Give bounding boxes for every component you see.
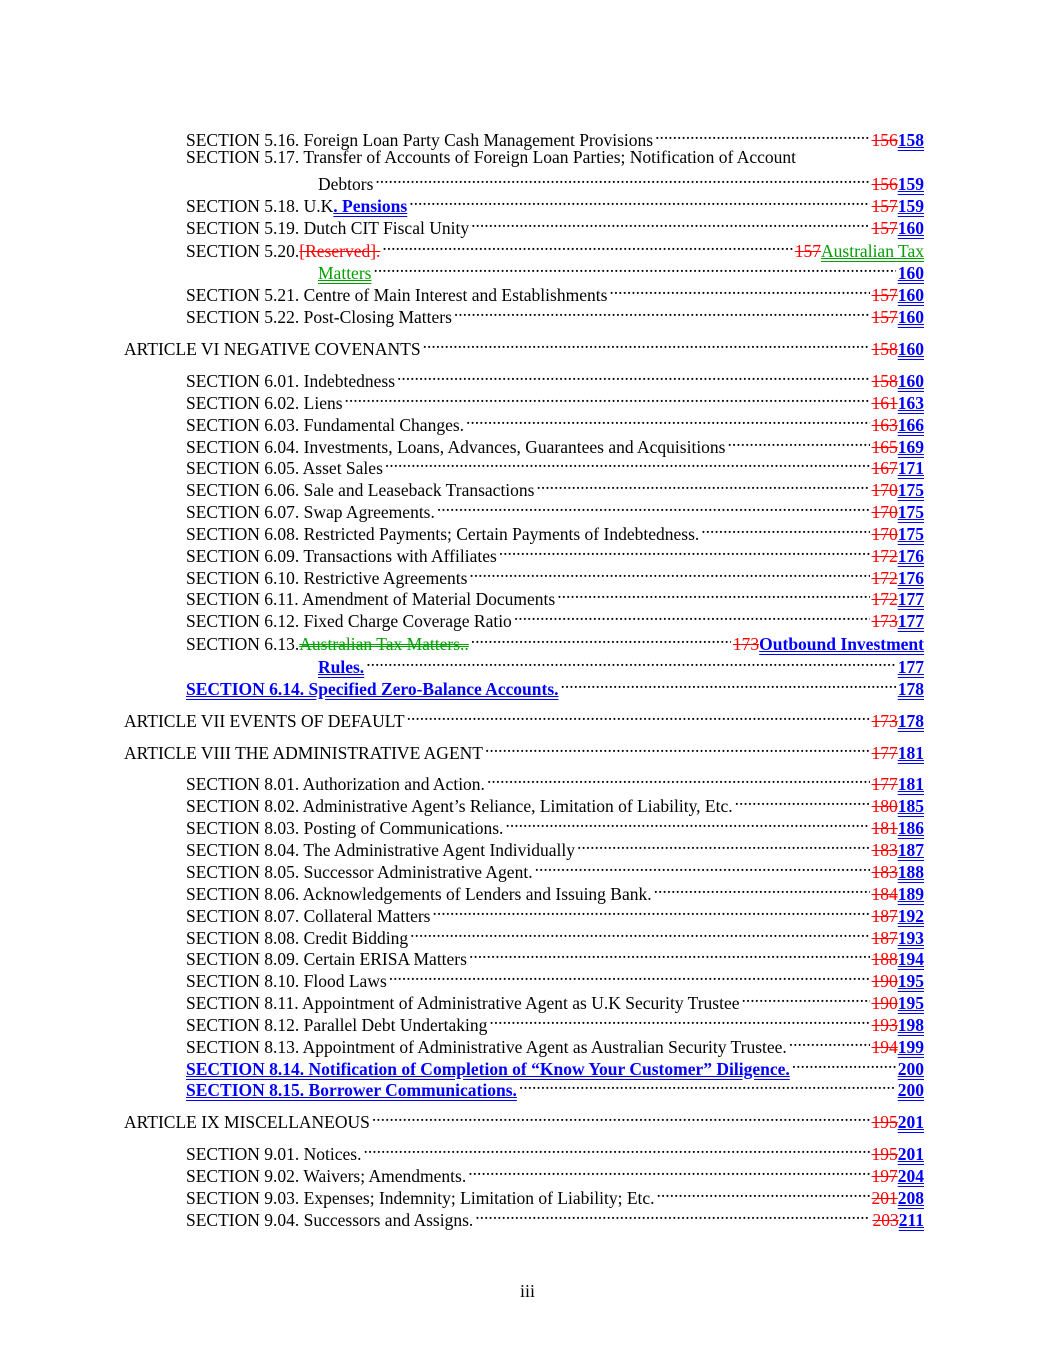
toc-label: SECTION 6.12. Fixed Charge Coverage Ratio: [186, 611, 512, 631]
dot-leader: [489, 1009, 869, 1031]
old-page-number: 184: [871, 884, 898, 904]
dot-leader: [557, 583, 869, 605]
new-page-number: 169: [897, 437, 924, 457]
old-page-number: 193: [871, 1015, 898, 1035]
dot-leader: [657, 1182, 870, 1204]
new-page-number: 186: [897, 818, 924, 838]
old-page-number: 167: [871, 458, 898, 478]
old-page-number: 157: [794, 241, 822, 261]
dot-leader: [475, 1204, 870, 1226]
old-page-number: 170: [871, 524, 898, 544]
toc-section-entry[interactable]: [186, 1204, 924, 1231]
new-page-number: 176: [897, 568, 924, 588]
new-page-number: 175: [897, 502, 924, 522]
new-page-number: 159: [897, 174, 924, 194]
dot-leader: [466, 409, 869, 431]
old-page-number: 203: [872, 1210, 899, 1230]
dot-leader: [471, 212, 869, 234]
new-page-number: 178: [897, 679, 924, 699]
old-page-number: 195: [871, 1112, 898, 1132]
old-page-number: 157: [871, 218, 898, 238]
toc-label-inserted: SECTION 8.15. Borrower Communications.: [186, 1080, 517, 1100]
old-page-number: 181: [871, 818, 898, 838]
new-page-number: 194: [897, 949, 924, 969]
dot-leader: [485, 737, 870, 759]
dot-leader: [469, 562, 869, 584]
new-page-number: 160: [897, 307, 924, 327]
new-page-number: 189: [897, 884, 924, 904]
toc-label: ARTICLE IX MISCELLANEOUS: [124, 1112, 370, 1132]
toc-label: SECTION 8.12. Parallel Debt Undertaking: [186, 1015, 488, 1035]
old-page-number: 195: [871, 1144, 898, 1164]
new-page-number: 159: [897, 196, 924, 216]
dot-leader: [454, 301, 870, 323]
dot-leader: [577, 834, 869, 856]
toc-label: SECTION 6.04. Investments, Loans, Advances, Guarantees and Acquisitions: [186, 437, 726, 457]
old-page-number: 190: [871, 971, 898, 991]
old-page-number: 158: [871, 371, 898, 391]
new-page-number: 160: [897, 218, 924, 238]
new-page-number: 195: [897, 993, 924, 1013]
toc-label: Debtors: [318, 174, 374, 194]
old-page-number: 157: [871, 285, 898, 305]
new-page-number: 160: [897, 263, 924, 283]
toc-label: SECTION 5.17. Transfer of Accounts of Foreign Loan Parties; Notification of Account: [186, 147, 796, 167]
new-page-number: 171: [897, 458, 924, 478]
old-page-number: 172: [871, 589, 898, 609]
dot-leader: [735, 790, 870, 812]
dot-leader: [514, 605, 870, 627]
toc-label-moved: Matters: [318, 263, 372, 283]
toc-label: SECTION 5.18. U.K: [186, 196, 334, 216]
dot-leader: [561, 673, 896, 695]
toc-label: ARTICLE VIII THE ADMINISTRATIVE AGENT: [124, 743, 483, 763]
new-page-number: 160: [897, 339, 924, 359]
old-page-number: 177: [871, 743, 898, 763]
old-page-number: 156: [871, 130, 898, 150]
new-page-number: 163: [897, 393, 924, 413]
toc-label: SECTION 6.09. Transactions with Affiliates: [186, 546, 497, 566]
toc-label: SECTION 5.21. Centre of Main Interest and Establishments: [186, 285, 608, 305]
toc-label: SECTION 6.03. Fundamental Changes.: [186, 415, 465, 435]
new-page-number: 178: [897, 711, 924, 731]
old-page-number: 180: [871, 796, 898, 816]
new-page-number: 192: [897, 906, 924, 926]
old-page-number: 187: [871, 928, 898, 948]
old-page-number: 190: [871, 993, 898, 1013]
old-page-number: 172: [871, 546, 898, 566]
dot-leader: [345, 387, 870, 409]
old-page-number: 172: [871, 568, 898, 588]
toc-section-entry[interactable]: [186, 1074, 924, 1101]
dot-leader: [468, 1160, 869, 1182]
new-page-number: 188: [897, 862, 924, 882]
old-page-number: 183: [871, 862, 898, 882]
new-page-number: 195: [897, 971, 924, 991]
toc-label: SECTION 5.16. Foreign Loan Party Cash Management Provisions: [186, 130, 654, 150]
inserted-title-text: Outbound Investment: [759, 634, 924, 654]
new-page-number: 177: [897, 589, 924, 609]
toc-label: SECTION 6.10. Restrictive Agreements: [186, 568, 468, 588]
new-page-number: 160: [897, 285, 924, 305]
dot-leader: [789, 1031, 870, 1053]
toc-label: SECTION 8.09. Certain ERISA Matters: [186, 949, 467, 969]
dot-leader: [535, 856, 870, 878]
toc-label: SECTION 6.06. Sale and Leaseback Transactions: [186, 480, 535, 500]
old-page-number: 170: [871, 502, 898, 522]
toc-label-inserted: . Pensions: [333, 196, 408, 216]
new-page-number: 176: [897, 546, 924, 566]
toc-article-entry[interactable]: [124, 737, 924, 764]
toc-label: SECTION 5.19. Dutch CIT Fiscal Unity: [186, 218, 470, 238]
dot-leader: [609, 279, 869, 301]
dot-leader: [423, 333, 870, 355]
dot-leader: [407, 705, 870, 727]
dot-leader: [389, 965, 870, 987]
old-page-number: 170: [871, 480, 898, 500]
toc-label-deleted: [Reserved].: [299, 241, 381, 261]
toc-label: SECTION 8.10. Flood Laws: [186, 971, 387, 991]
toc-label: SECTION 9.03. Expenses; Indemnity; Limitation of Liability; Etc.: [186, 1188, 655, 1208]
dot-leader: [363, 1138, 869, 1160]
old-page-number: 177: [871, 774, 898, 794]
dot-leader: [655, 124, 869, 146]
dot-leader: [372, 1106, 870, 1128]
toc-label: SECTION 6.01. Indebtedness: [186, 371, 396, 391]
toc-section-entry[interactable]: [186, 146, 924, 168]
toc-label: SECTION 6.07. Swap Agreements.: [186, 502, 435, 522]
toc-label: ARTICLE VI NEGATIVE COVENANTS: [124, 339, 421, 359]
dot-leader: [792, 1053, 896, 1075]
old-page-number: 173: [871, 611, 898, 631]
toc-label: SECTION 8.04. The Administrative Agent Individually: [186, 840, 576, 860]
toc-label: SECTION 6.02. Liens: [186, 393, 343, 413]
dot-leader: [536, 474, 869, 496]
dot-leader: [654, 878, 870, 900]
toc-label: SECTION 8.05. Successor Administrative Agent.: [186, 862, 533, 882]
new-page-number: 175: [897, 480, 924, 500]
toc-article-entry[interactable]: [124, 705, 924, 732]
dot-leader: [437, 496, 870, 518]
dot-leader: [382, 235, 792, 257]
toc-label: SECTION 5.22. Post-Closing Matters: [186, 307, 452, 327]
new-page-number: 198: [897, 1015, 924, 1035]
toc-label: SECTION 6.08. Restricted Payments; Certain Payments of Indebtedness.: [186, 524, 700, 544]
new-page-number: 200: [897, 1080, 924, 1100]
dot-leader: [499, 540, 870, 562]
toc-label: ARTICLE VII EVENTS OF DEFAULT: [124, 711, 405, 731]
old-page-number: 163: [871, 415, 898, 435]
new-page-number: 177: [897, 611, 924, 631]
toc-label: SECTION 8.03. Posting of Communications.: [186, 818, 504, 838]
dot-leader: [469, 943, 870, 965]
new-page-number: 158: [897, 130, 924, 150]
old-page-number: 194: [871, 1037, 898, 1057]
old-page-number: 173: [871, 711, 898, 731]
old-page-number: 187: [871, 906, 898, 926]
dot-leader: [375, 168, 869, 190]
toc-label: SECTION 9.02. Waivers; Amendments.: [186, 1166, 467, 1186]
toc-label: SECTION 9.01. Notices.: [186, 1144, 362, 1164]
old-page-number: 156: [871, 174, 898, 194]
dot-leader: [487, 768, 870, 790]
new-page-number: 181: [897, 774, 924, 794]
new-page-number: 208: [897, 1188, 924, 1208]
toc-label-inserted: Rules.: [318, 657, 365, 677]
dot-leader: [432, 900, 869, 922]
toc-article-entry[interactable]: [124, 333, 924, 360]
toc-section-entry[interactable]: [186, 301, 924, 328]
new-page-number: 193: [897, 928, 924, 948]
toc-label: SECTION 8.07. Collateral Matters: [186, 906, 431, 926]
new-page-number: 201: [897, 1112, 924, 1132]
toc-label: SECTION 8.06. Acknowledgements of Lenders and Issuing Bank.: [186, 884, 652, 904]
dot-leader: [366, 651, 896, 673]
dot-leader: [373, 257, 895, 279]
dot-leader: [728, 431, 870, 453]
toc-label: SECTION 9.04. Successors and Assigns.: [186, 1210, 474, 1230]
dot-leader: [471, 628, 731, 650]
toc-label: SECTION 8.11. Appointment of Administrative Agent as U.K Security Trustee: [186, 993, 740, 1013]
new-page-number: 200: [897, 1059, 924, 1079]
toc-label-inserted: SECTION 6.14. Specified Zero-Balance Accounts.: [186, 679, 559, 699]
dot-leader: [385, 452, 870, 474]
dot-leader: [410, 922, 869, 944]
new-page-number: 166: [897, 415, 924, 435]
toc-label: SECTION 6.13.: [186, 634, 300, 654]
old-page-number: 188: [871, 949, 898, 969]
new-page-number: 160: [897, 371, 924, 391]
dot-leader: [397, 365, 869, 387]
new-page-number: 181: [897, 743, 924, 763]
new-page-number: 185: [897, 796, 924, 816]
old-page-number: 157: [871, 196, 898, 216]
toc-label: SECTION 8.01. Authorization and Action.: [186, 774, 485, 794]
old-page-number: 165: [871, 437, 898, 457]
toc-label: SECTION 8.13. Appointment of Administrative Agent as Australian Security Trustee.: [186, 1037, 787, 1057]
toc-label: SECTION 5.20.: [186, 241, 300, 261]
dot-leader: [409, 190, 869, 212]
old-page-number: 173: [732, 634, 760, 654]
new-page-number: 201: [897, 1144, 924, 1164]
toc-label: SECTION 8.08. Credit Bidding: [186, 928, 409, 948]
toc-section-entry[interactable]: [186, 673, 924, 700]
toc-label-moved-from: Australian Tax Matters..: [299, 634, 469, 654]
dot-leader: [742, 987, 870, 1009]
old-page-number: 183: [871, 840, 898, 860]
new-page-number: 211: [898, 1210, 924, 1230]
page-number: iii: [519, 1281, 535, 1301]
toc-label: SECTION 6.05. Asset Sales: [186, 458, 383, 478]
dot-leader: [505, 812, 869, 834]
new-page-number: 199: [897, 1037, 924, 1057]
old-page-number: 158: [871, 339, 898, 359]
new-page-number: 177: [897, 657, 924, 677]
toc-article-entry[interactable]: [124, 1106, 924, 1133]
old-page-number: 161: [871, 393, 898, 413]
new-page-number: 204: [897, 1166, 924, 1186]
toc-label: SECTION 8.02. Administrative Agent’s Reliance, Limitation of Liability, Etc.: [186, 796, 733, 816]
moved-title-text: Australian Tax: [821, 241, 924, 261]
toc-label: SECTION 6.11. Amendment of Material Documents: [186, 589, 556, 609]
old-page-number: 201: [871, 1188, 898, 1208]
dot-leader: [701, 518, 869, 540]
toc-label-inserted: SECTION 8.14. Notification of Completion of “Know Your Customer” Diligence.: [186, 1059, 790, 1079]
new-page-number: 175: [897, 524, 924, 544]
old-page-number: 197: [871, 1166, 898, 1186]
old-page-number: 157: [871, 307, 898, 327]
new-page-number: 187: [897, 840, 924, 860]
dot-leader: [519, 1074, 896, 1096]
